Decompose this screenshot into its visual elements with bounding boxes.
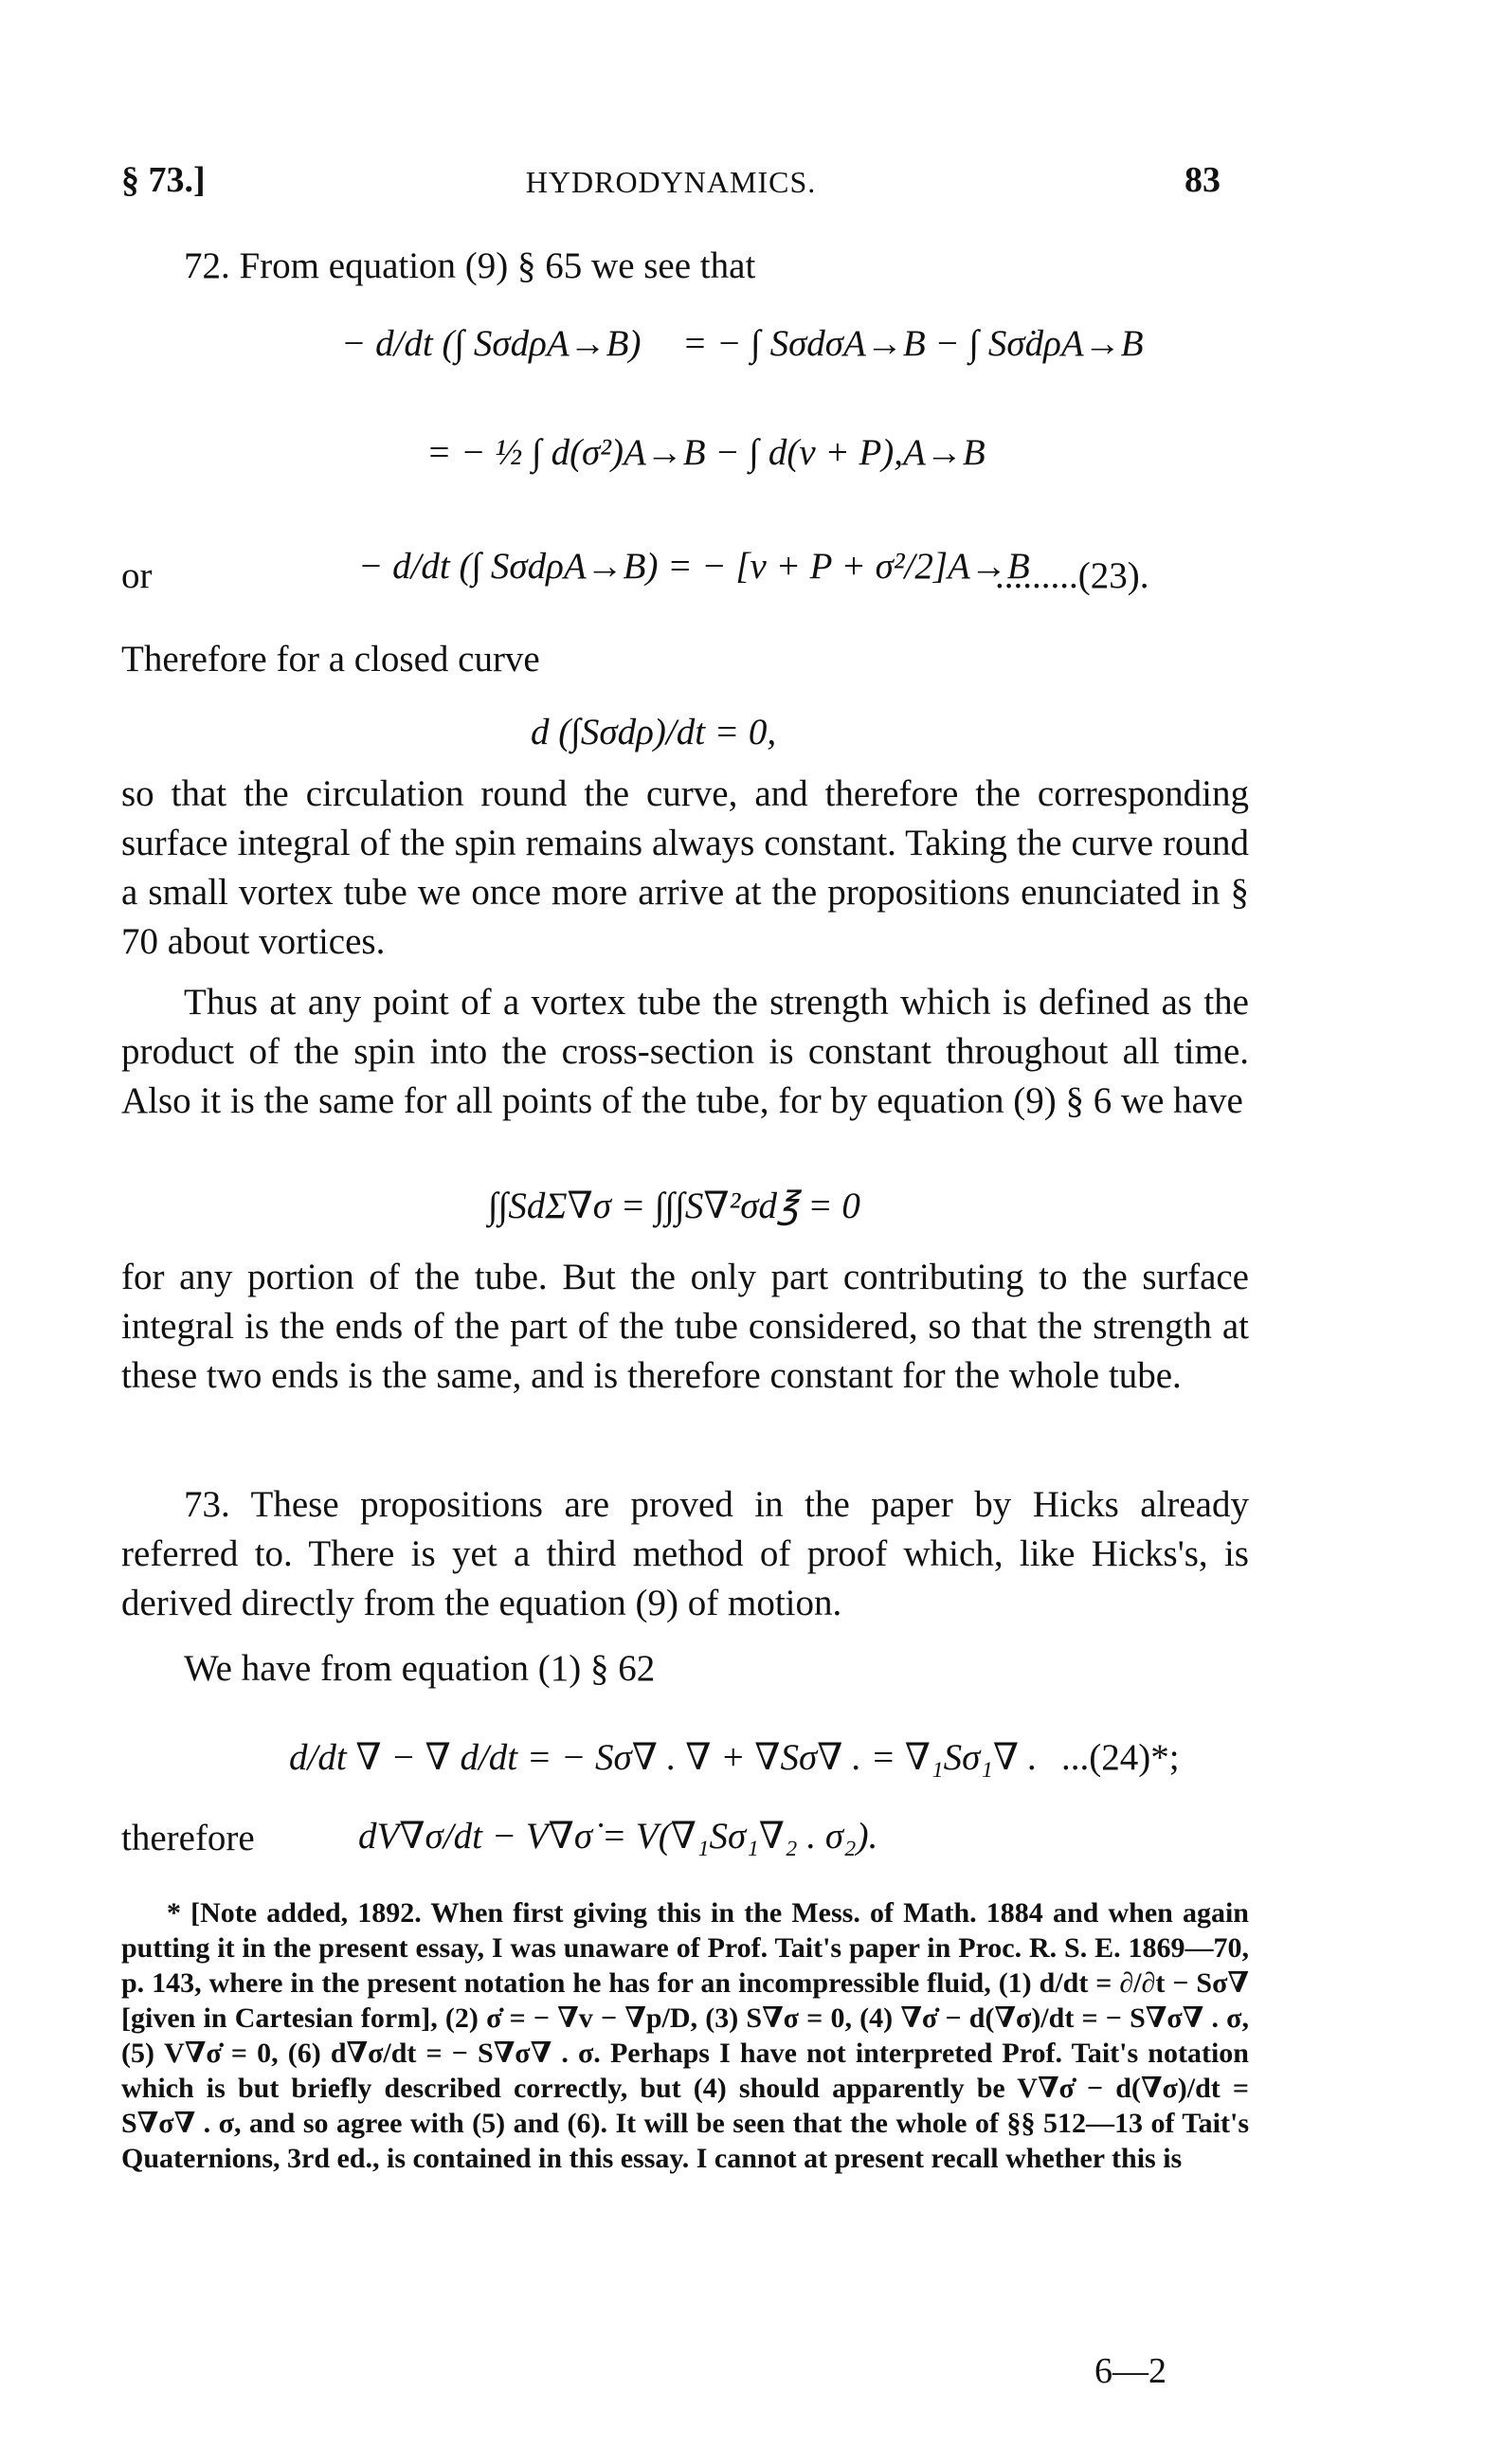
signature-mark: 6—2 bbox=[1094, 2351, 1166, 2391]
section-73-paragraph: 73. These propositions are proved in the paper by Hicks already referred to. There is yet a third method of proof which, like Hicks's, is derived directly from the equation (9) of motion. bbox=[121, 1484, 1249, 1623]
label-therefore: therefore bbox=[121, 1818, 255, 1858]
equation-2: = − ½ ∫ d(σ²)A→B − ∫ d(v + P),A→B bbox=[426, 432, 986, 473]
paragraph-circulation: so that the circulation round the curve, and therefore the corresponding surface integral of the spin remains always constant. Taking the curve round a small vortex tube we once more arrive at the propositions enunciated in § 70 about vortices. bbox=[121, 773, 1249, 962]
paragraph-tube-ends: for any portion of the tube. But the only part contributing to the surface integral is the ends of the part of the tube considered, so that the strength at these two ends is the same, and is therefore constant for the whole tube. bbox=[121, 1257, 1249, 1396]
equation-3: − d/dt (∫ SσdρA→B) = − [v + P + σ²/2]A→B bbox=[358, 546, 1030, 587]
paragraph-equation-1-ref: We have from equation (1) § 62 bbox=[184, 1648, 656, 1689]
equation-1-lhs: − d/dt (∫ SσdρA→B) bbox=[341, 323, 642, 364]
paragraph-vortex-strength: Thus at any point of a vortex tube the strength which is defined as the product of the spin into the cross-section is constant throughout all time. Also it is the same for all points of the tube, for by equation (9) § 6 we have bbox=[121, 982, 1249, 1121]
equation-4: d (∫Sσdρ)/dt = 0, bbox=[531, 712, 777, 752]
equation-5: ∫∫SdΣ∇σ = ∫∫∫S∇²σd℥ = 0 bbox=[488, 1186, 860, 1226]
equation-23-number: .........(23). bbox=[995, 555, 1149, 596]
footnote: * [Note added, 1892. When first giving this in the Mess. of Math. 1884 and when again putting it in the present essay, I was unaware of Prof. Tait's paper in Proc. R. S. E. 1869—70, p. 143, where in the present notation he has for an incompressible fluid, (1) d/dt = ∂/∂t − Sσ∇ [given in Cartesian form], (2) σ̇ = − ∇v − ∇p/D, (3) S∇σ = 0, (4) ∇σ̇ − d(∇σ)/dt = − S∇σ∇ . σ, (5) V∇σ̇ = 0, (6) d∇σ/dt = − S∇σ∇ . σ. Perhaps I have not interpreted Prof. Tait's notation which is but briefly described correctly, but (4) should apparently be V∇σ̇ − d(∇σ)/dt = S∇σ∇ . σ, and so agree with (5) and (6). It will be seen that the whole of §§ 512—13 of Tait's Quaternions, 3rd ed., is contained in this essay. I cannot at present recall whether this is bbox=[121, 1897, 1249, 2174]
equation-6: d/dt ∇ − ∇ d/dt = − Sσ∇ . ∇ + ∇Sσ∇ . = ∇₁Sσ₁∇ . bbox=[289, 1737, 1038, 1778]
label-or: or bbox=[121, 555, 153, 596]
closed-curve-text: Therefore for a closed curve bbox=[121, 639, 540, 679]
section-72-intro: 72. From equation (9) § 65 we see that bbox=[184, 245, 756, 286]
running-title: HYDRODYNAMICS. bbox=[525, 165, 817, 199]
equation-7: dV∇σ/dt − V∇σ̇ = V(∇₁Sσ₁∇₂ . σ₂). bbox=[358, 1816, 878, 1857]
equation-24-number: ...(24)*; bbox=[1061, 1737, 1180, 1778]
running-header bbox=[121, 159, 1221, 207]
page-number: 83 bbox=[1185, 160, 1221, 200]
section-reference: § 73.] bbox=[121, 160, 206, 200]
equation-1-rhs: = − ∫ SσdσA→B − ∫ Sσ̇dρA→B bbox=[682, 323, 1144, 364]
